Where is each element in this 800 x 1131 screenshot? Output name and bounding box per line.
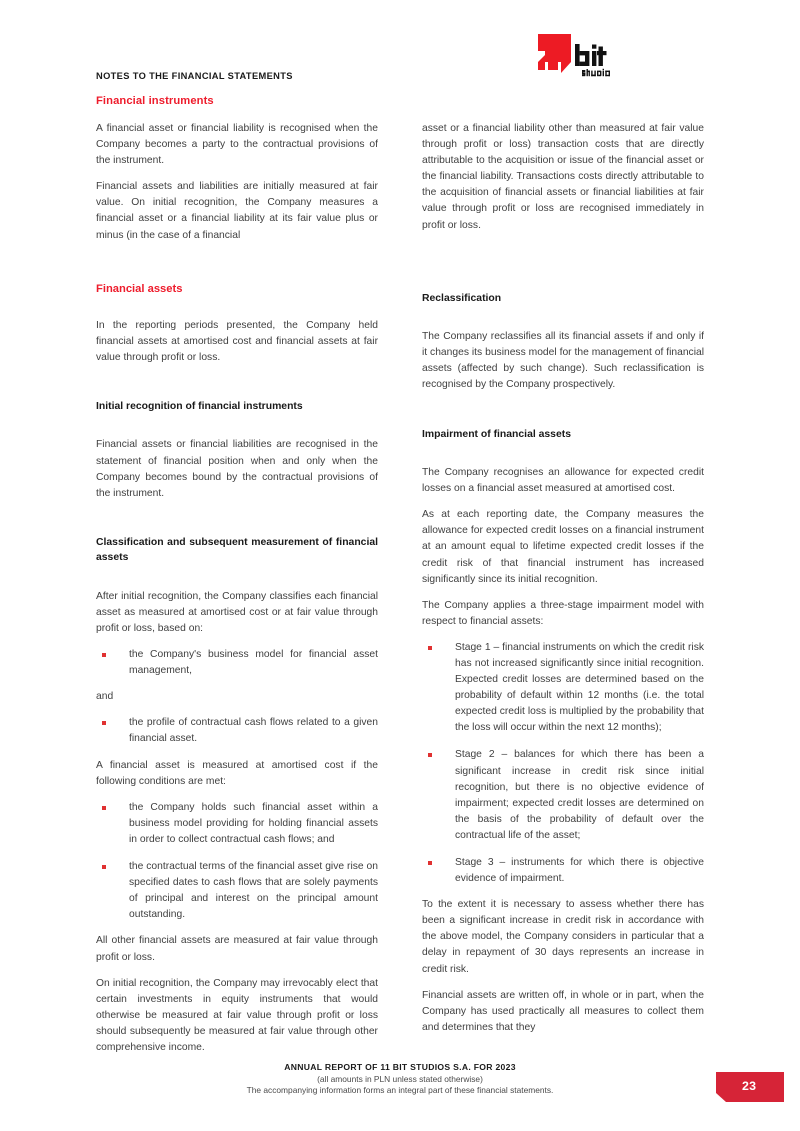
spacer — [96, 512, 378, 522]
heading-reclassification: Reclassification — [422, 292, 502, 304]
page-header — [96, 30, 716, 90]
page-number: 23 — [742, 1079, 757, 1093]
page-footer — [0, 1062, 800, 1095]
heading-initial-recognition: Initial recognition of financial instruments — [96, 400, 303, 412]
paragraph: Financial assets or financial liabilities are recognised in the statement of financial position when and only when the Company becomes bound by the contractual provisions of the instrument. — [96, 439, 378, 499]
list-item — [422, 747, 704, 844]
footer-currency-note: (all amounts in PLN unless stated otherwise) — [317, 1074, 483, 1084]
list-item-text: the Company's business model for financial asset management, — [129, 649, 378, 677]
heading-classification: Classification and subsequent measurement of financial assets — [96, 536, 378, 564]
bullet-list-classification-2 — [96, 715, 378, 747]
body-columns — [96, 121, 704, 1053]
list-item-text: the contractual terms of the financial asset give rise on specified dates to cash flows that are solely payments of principal and interest on the principal amount outstanding. — [129, 861, 378, 921]
spacer — [422, 244, 704, 273]
paragraph: The Company recognises an allowance for expected credit losses on a financial asset measured at amortised cost. — [422, 467, 704, 495]
paragraph: asset or a financial liability other than measured at fair value through profit or loss) transaction costs that are directly attributable to the acquisition or issue of the financial asset or the financial liability. Transactions costs directly attributable to the acquisition of financial assets or financial liabilities at fair value through profit or loss are recognised immediately in profit or loss. — [422, 123, 704, 231]
subsection-heading-financial-assets: Financial assets — [96, 282, 183, 295]
footer-report-title: ANNUAL REPORT OF 11 BIT STUDIOS S.A. FOR 2023 — [284, 1062, 516, 1072]
spacer — [96, 427, 378, 437]
bullet-square-icon — [102, 653, 106, 657]
paragraph: A financial asset or financial liability is recognised when the Company becomes a party to the contractual provisions of the instrument. — [96, 123, 378, 167]
paragraph: After initial recognition, the Company classifies each financial asset as measured at amortised cost or at fair value through profit or loss, based on: — [96, 590, 378, 634]
bullet-square-icon — [102, 865, 106, 869]
bullet-square-icon — [428, 861, 432, 865]
paragraph: In the reporting periods presented, the Company held financial assets at amortised cost and financial assets at fair value through profit or loss. — [96, 319, 378, 363]
list-item — [96, 800, 378, 848]
spacer — [422, 404, 704, 414]
section-heading: Financial instruments — [96, 95, 214, 107]
bullet-square-icon — [102, 721, 106, 725]
paragraph: All other financial assets are measured at fair value through profit or loss. — [96, 935, 378, 963]
spacer — [96, 254, 378, 283]
spacer — [96, 308, 378, 318]
list-item — [96, 715, 378, 747]
paragraph: To the extent it is necessary to assess whether there has been a significant increase in credit risk in accordance with the above model, the Company considers in particular that a delay in repayment of 30 days represents an increase in credit risk. — [422, 899, 704, 975]
paragraph: On initial recognition, the Company may irrevocably elect that certain investments in equity instruments that would otherwise be measured at fair value through profit or loss should subsequently be measured at fair value through other comprehensive income. — [96, 977, 378, 1053]
paragraph: Financial assets are written off, in whole or in part, when the Company has used practically all measures to collect them and determines that they — [422, 989, 704, 1033]
left-column — [96, 121, 378, 1053]
spacer — [96, 376, 378, 386]
bullet-square-icon — [102, 806, 106, 810]
bullet-list-amortised-cost — [96, 800, 378, 924]
spacer — [422, 273, 704, 291]
spacer — [96, 579, 378, 589]
heading-impairment: Impairment of financial assets — [422, 428, 571, 440]
list-item-text: Stage 2 – balances for which there has been a significant increase in credit risk since initial recognition, but there is no objective evidence of impairment; expected credit losses are determined on the basis of the probability of default over the contractual life of the asset; — [455, 749, 704, 841]
list-item-text: the Company holds such financial asset within a business model providing for holding financial assets in order to collect contractual cash flows; and — [129, 801, 378, 845]
company-logo — [532, 30, 612, 84]
bullet-square-icon — [428, 753, 432, 757]
list-item — [422, 640, 704, 737]
spacer — [422, 455, 704, 465]
list-item — [96, 859, 378, 923]
spacer — [422, 319, 704, 329]
footer-disclaimer: The accompanying information forms an integral part of these financial statements. — [246, 1085, 554, 1095]
paragraph: As at each reporting date, the Company measures the allowance for expected credit losses on a financial instrument at an amount equal to lifetime expected credit losses if the credit risk of that financial instrument has increased significantly since its initial recognition. — [422, 509, 704, 585]
paragraph: The Company applies a three-stage impairment model with respect to financial assets: — [422, 599, 704, 627]
document-kicker: NOTES TO THE FINANCIAL STATEMENTS — [96, 71, 293, 81]
bullet-list-classification-1 — [96, 647, 378, 679]
list-item-text: Stage 1 – financial instruments on which the credit risk has not increased significantly since initial recognition. Expected credit losses are determined based on the probability of default within 12 months (i.e. the total expected credit loss is multiplied by the probability that the loss will occur within the next 12 months); — [455, 641, 704, 734]
paragraph: A financial asset is measured at amortised cost if the following conditions are met: — [96, 759, 378, 787]
paragraph: Financial assets and liabilities are initially measured at fair value. On initial recognition, the Company measures a financial asset or a financial liability at its fair value plus or minus (in the case of a financial — [96, 181, 378, 241]
page-number-badge — [716, 1072, 784, 1102]
list-item — [422, 855, 704, 887]
list-item-text: the profile of contractual cash flows related to a given financial asset. — [129, 717, 378, 745]
list-item — [96, 647, 378, 679]
bullet-square-icon — [428, 646, 432, 650]
list-item-text: Stage 3 – instruments for which there is objective evidence of impairment. — [455, 857, 704, 885]
paragraph: The Company reclassifies all its financial assets if and only if it changes its business model for the management of financial assets (affected by such change). Such reclassification is recognised by the Company prospectively. — [422, 331, 704, 391]
logo-icon — [532, 30, 612, 84]
connector-and: and — [96, 691, 114, 703]
bullet-list-stages — [422, 640, 704, 887]
right-column — [422, 121, 704, 1031]
